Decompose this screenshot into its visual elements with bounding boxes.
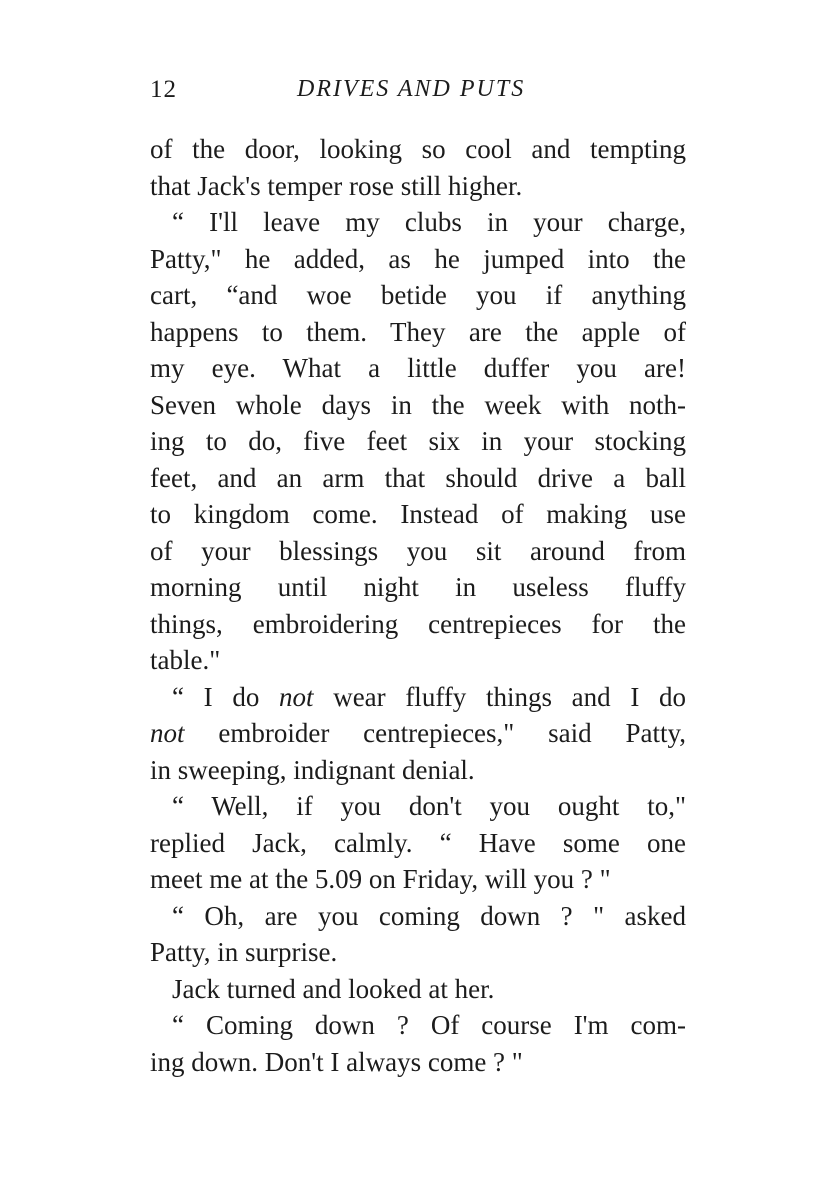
- text-line: Seven whole days in the week with noth-: [150, 389, 686, 420]
- text-line: that Jack's temper rose still higher.: [150, 170, 523, 201]
- text-span: “ I do: [172, 681, 279, 712]
- running-head: [150, 76, 555, 108]
- emphasized-word: not: [279, 681, 314, 712]
- text-line: “ Coming down ? Of course I'm com-: [172, 1010, 686, 1040]
- text-line: table.": [150, 645, 221, 675]
- text-line: ing down. Don't I always come ? ": [150, 1046, 523, 1077]
- text-line: “ Oh, are you coming down ? " asked: [172, 900, 686, 931]
- text-line: morning until night in useless fluffy: [150, 572, 686, 602]
- text-line: “ I'll leave my clubs in your charge,: [172, 207, 686, 237]
- text-line: of the door, looking so cool and tempting: [150, 134, 686, 164]
- text-line: [150, 715, 686, 752]
- text-line: Jack turned and looked at her.: [172, 973, 495, 1004]
- emphasized-word: not: [150, 718, 185, 748]
- text-line: happens to them. They are the apple of: [150, 316, 686, 347]
- text-line: meet me at the 5.09 on Friday, will you ? ": [150, 864, 611, 894]
- text-span: wear fluffy things and I do: [313, 681, 686, 712]
- text-line: in sweeping, indignant denial.: [150, 754, 475, 785]
- page-number: 12: [150, 76, 177, 103]
- text-line: of your blessings you sit around from: [150, 535, 686, 566]
- text-line: feet, and an arm that should drive a ball: [150, 462, 686, 493]
- text-line: Patty," he added, as he jumped into the: [150, 243, 686, 274]
- text-line: Patty, in surprise.: [150, 937, 338, 967]
- text-line: my eye. What a little duffer you are!: [150, 353, 686, 383]
- running-title: DRIVES AND PUTS: [297, 76, 526, 102]
- text-line: to kingdom come. Instead of making use: [150, 499, 686, 529]
- text-line: ing to do, five feet six in your stocking: [150, 426, 686, 456]
- text-span: embroider centrepieces," said Patty,: [184, 718, 686, 748]
- text-line: things, embroidering centrepieces for the: [150, 608, 686, 639]
- text-line: [150, 679, 686, 716]
- body-text: [150, 131, 686, 1080]
- text-line: cart, “and woe betide you if anything: [150, 280, 686, 310]
- text-line: replied Jack, calmly. “ Have some one: [150, 827, 686, 858]
- text-line: “ Well, if you don't you ought to,": [172, 791, 686, 821]
